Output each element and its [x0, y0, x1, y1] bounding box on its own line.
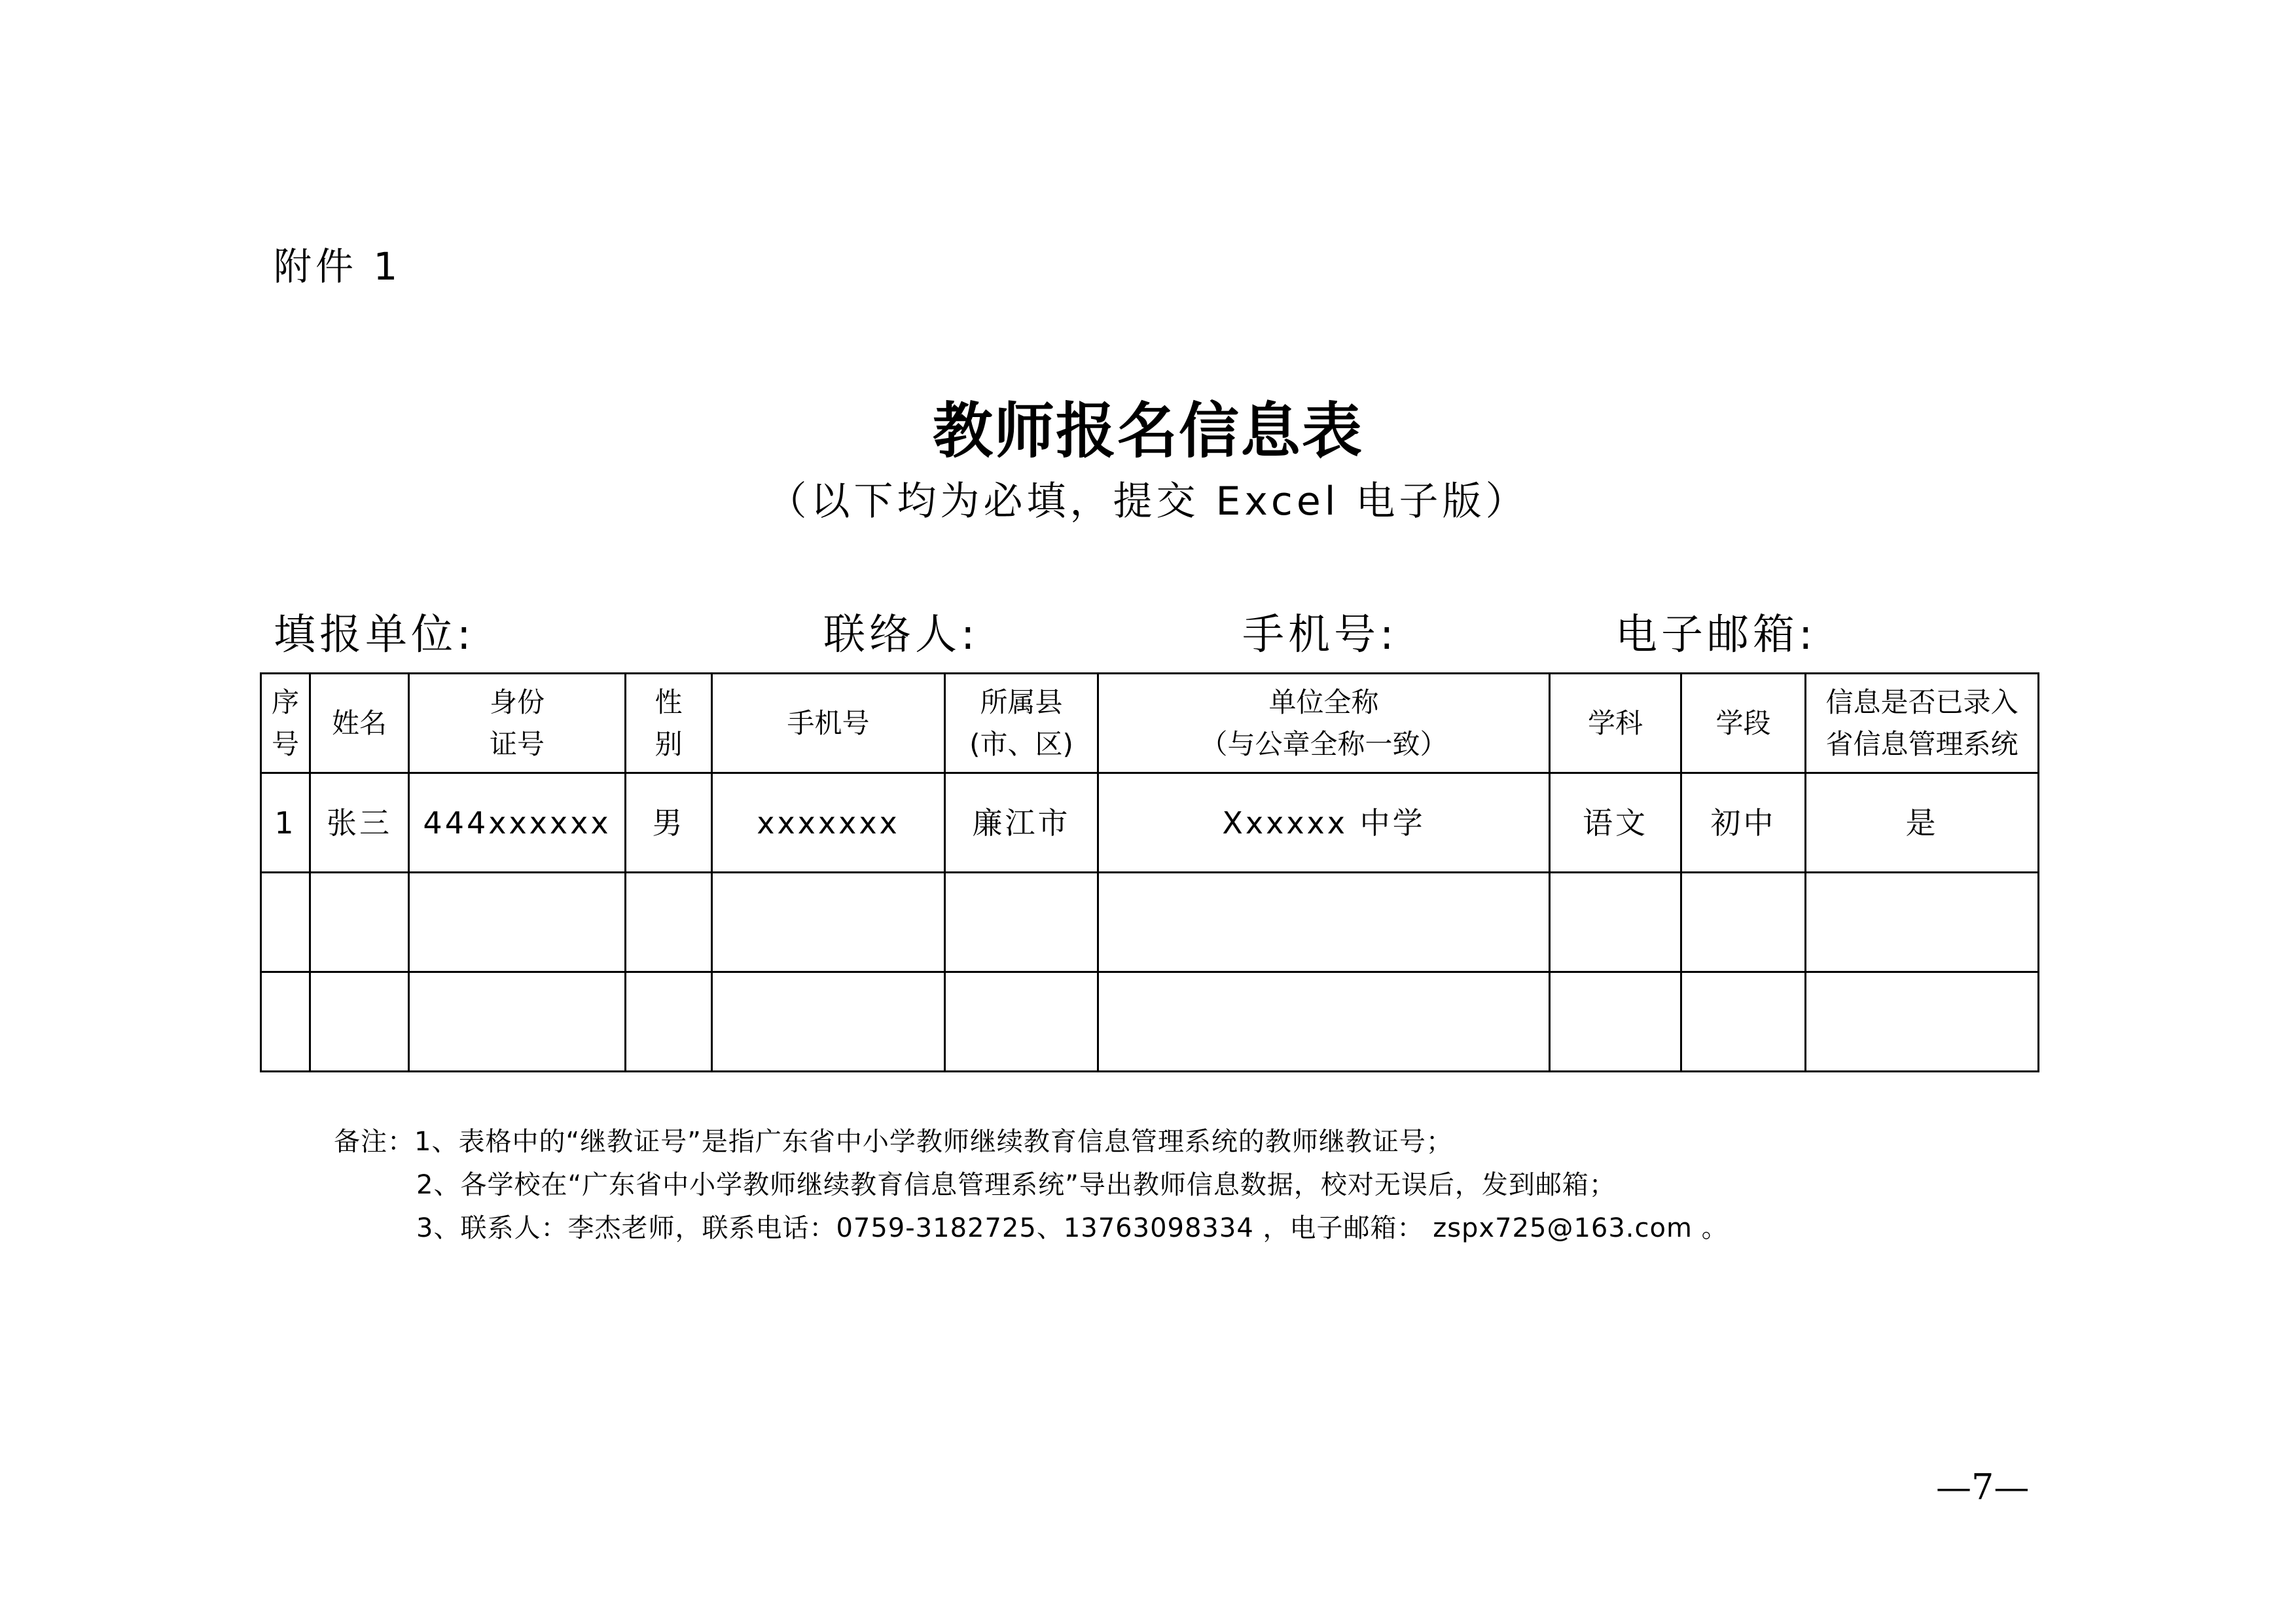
mobile-field-label: 手机号:	[1242, 611, 1398, 659]
cell-gender: 男	[626, 773, 712, 873]
header-info-entered: 信息是否已录入 省信息管理系统	[1806, 674, 2039, 773]
table-row	[261, 873, 2039, 972]
unit-field-label: 填报单位:	[274, 611, 475, 659]
cell-mobile	[712, 972, 945, 1072]
cell-info-entered	[1806, 873, 2039, 972]
cell-subject: 语文	[1550, 773, 1681, 873]
cell-info-entered: 是	[1806, 773, 2039, 873]
cell-id-number	[409, 873, 626, 972]
cell-school-level	[1681, 873, 1806, 972]
cell-info-entered	[1806, 972, 2039, 1072]
note-line-1: 备注：1、表格中的“继教证号”是指广东省中小学教师继续教育信息管理系统的教师继教证号；	[334, 1127, 1453, 1157]
table-row	[261, 773, 2039, 873]
registration-table	[260, 672, 2039, 1072]
cell-unit-fullname	[1098, 972, 1550, 1072]
header-county: 所属县 (市、区)	[945, 674, 1098, 773]
cell-county	[945, 873, 1098, 972]
cell-county: 廉江市	[945, 773, 1098, 873]
table-header-row	[261, 674, 2039, 773]
attachment-label: 附件 1	[274, 244, 402, 289]
cell-name	[310, 873, 409, 972]
cell-mobile	[712, 873, 945, 972]
table-row	[261, 972, 2039, 1072]
header-school-level: 学段	[1681, 674, 1806, 773]
cell-name	[310, 972, 409, 1072]
cell-seq: 1	[261, 773, 310, 873]
header-mobile: 手机号	[712, 674, 945, 773]
cell-school-level	[1681, 972, 1806, 1072]
cell-mobile: xxxxxxx	[712, 773, 945, 873]
cell-name: 张三	[310, 773, 409, 873]
cell-id-number: 444xxxxxx	[409, 773, 626, 873]
cell-unit-fullname: Xxxxxx 中学	[1098, 773, 1550, 873]
form-subtitle: （以下均为必填，提交 Excel 电子版）	[767, 479, 1529, 524]
page-number: —7—	[1936, 1467, 2030, 1508]
cell-school-level: 初中	[1681, 773, 1806, 873]
cell-seq	[261, 972, 310, 1072]
cell-subject	[1550, 972, 1681, 1072]
header-unit-fullname: 单位全称 （与公章全称一致）	[1098, 674, 1550, 773]
header-subject: 学科	[1550, 674, 1681, 773]
note-line-2: 2、各学校在“广东省中小学教师继续教育信息管理系统”导出教师信息数据，校对无误后，发到邮箱；	[416, 1170, 1616, 1200]
email-field-label: 电子邮箱:	[1615, 611, 1817, 659]
header-id-number: 身份 证号	[409, 674, 626, 773]
header-name: 姓名	[310, 674, 409, 773]
cell-gender	[626, 972, 712, 1072]
cell-unit-fullname	[1098, 873, 1550, 972]
cell-seq	[261, 873, 310, 972]
header-gender: 性 别	[626, 674, 712, 773]
note-line-3: 3、联系人：李杰老师，联系电话：0759-3182725、13763098334 ，电子邮箱： zspx725@163.com 。	[416, 1213, 1729, 1243]
cell-id-number	[409, 972, 626, 1072]
cell-gender	[626, 873, 712, 972]
contact-field-label: 联络人:	[823, 611, 979, 659]
header-seq: 序 号	[261, 674, 310, 773]
cell-subject	[1550, 873, 1681, 972]
cell-county	[945, 972, 1098, 1072]
form-title: 教师报名信息表	[932, 395, 1363, 466]
